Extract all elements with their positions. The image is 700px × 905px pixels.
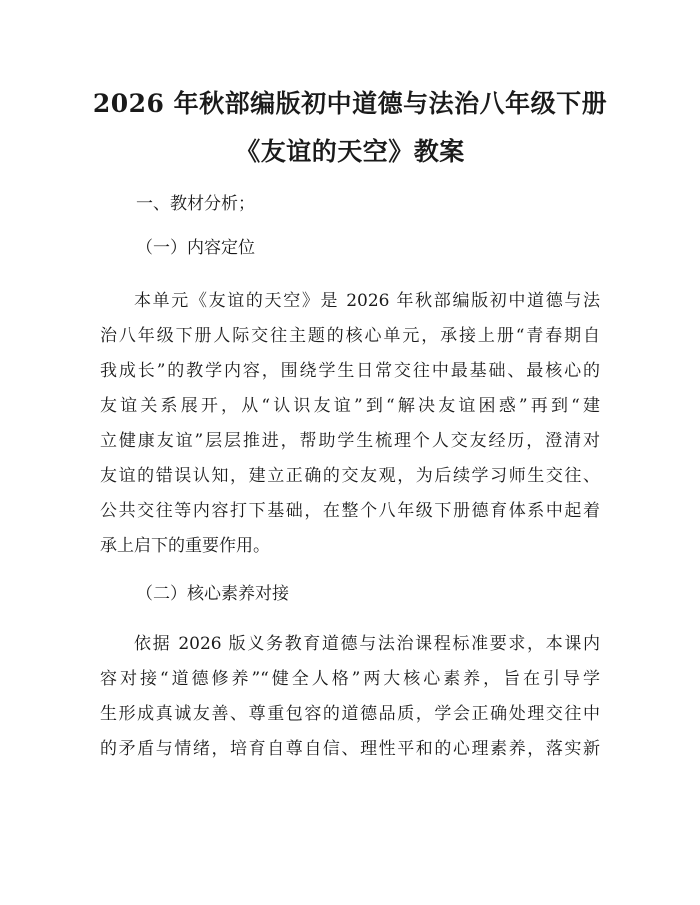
paragraph-line: 友谊的错误认知，建立正确的交友观，为后续学习师生交往、 <box>100 466 600 486</box>
paragraph-line: 承上启下的重要作用。 <box>100 536 270 556</box>
paragraph-line: 我成长”的教学内容，围绕学生日常交往中最基础、最核心的 <box>100 361 600 381</box>
paragraph-line: 生形成真诚友善、尊重包容的道德品质，学会正确处理交往中 <box>100 704 600 724</box>
paragraph-line: 治八年级下册人际交往主题的核心单元，承接上册“青春期自 <box>100 326 600 346</box>
subsection-heading-core-literacy: （二）核心素养对接 <box>136 584 289 604</box>
paragraph-line: 公共交往等内容打下基础，在整个八年级下册德育体系中起着 <box>100 501 600 521</box>
document-title-line1: 2026 年秋部编版初中道德与法治八年级下册 <box>92 89 608 118</box>
subsection-heading-content-positioning: （一）内容定位 <box>136 238 255 258</box>
paragraph-line: 本单元《友谊的天空》是 2026 年秋部编版初中道德与法 <box>134 291 600 311</box>
section-heading-textbook-analysis: 一、教材分析； <box>136 194 255 214</box>
paragraph-content-positioning <box>100 284 600 564</box>
paragraph-line: 容对接“道德修养”“健全人格”两大核心素养，旨在引导学 <box>100 669 600 689</box>
paragraph-line: 的矛盾与情绪，培育自尊自信、理性平和的心理素养，落实新 <box>100 739 600 759</box>
document-title-line2: 《友谊的天空》教案 <box>235 137 465 166</box>
paragraph-core-literacy <box>100 627 600 767</box>
paragraph-line: 友谊关系展开，从“认识友谊”到“解决友谊困惑”再到“建 <box>100 396 600 416</box>
paragraph-line: 立健康友谊”层层推进，帮助学生梳理个人交友经历，澄清对 <box>100 431 600 451</box>
paragraph-line: 依据 2026 版义务教育道德与法治课程标准要求，本课内 <box>134 634 600 654</box>
